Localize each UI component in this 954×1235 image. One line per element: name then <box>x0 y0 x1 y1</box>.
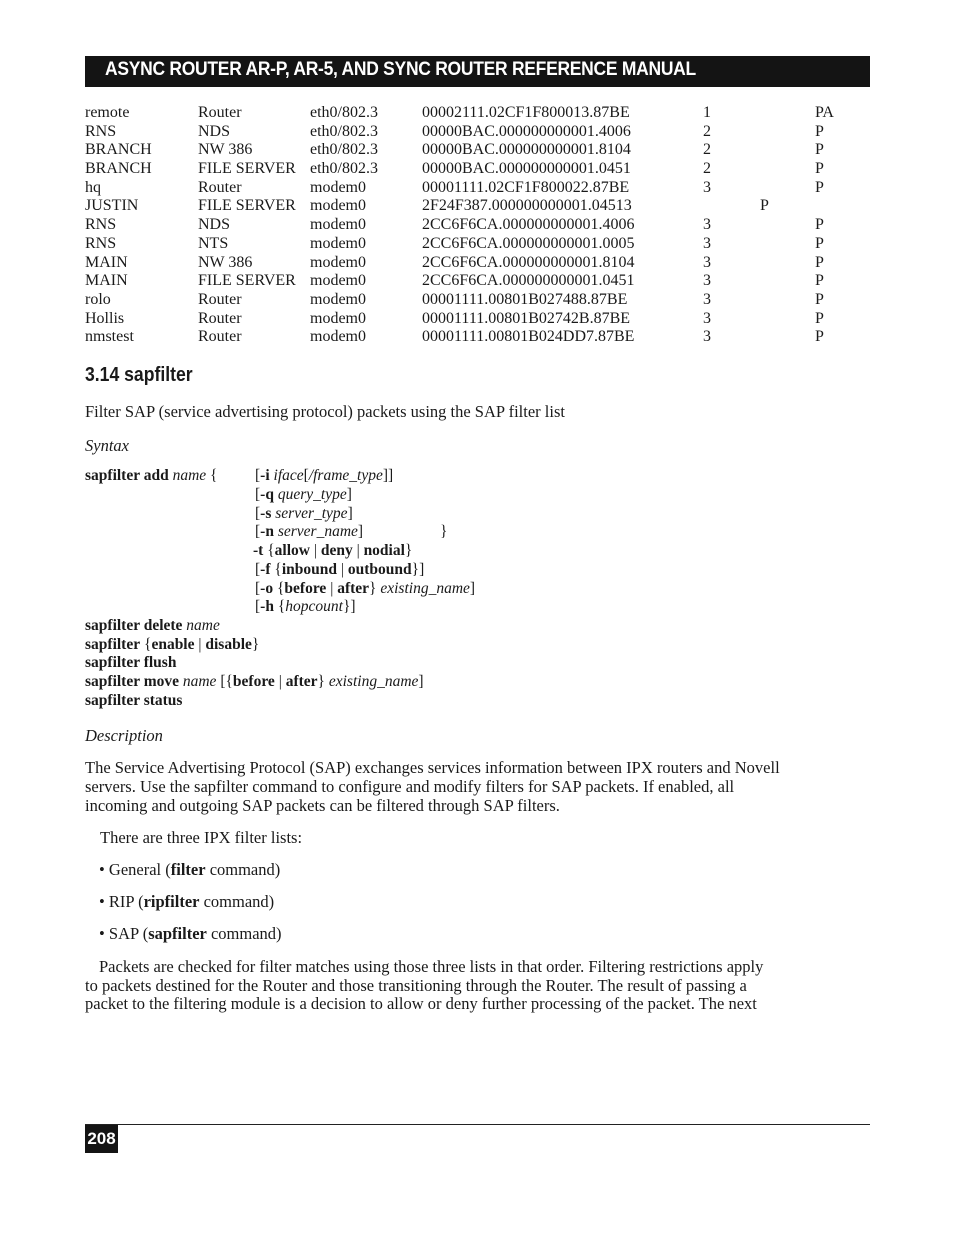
table-cell: NW 386 <box>198 141 253 159</box>
table-cell: P <box>815 290 824 308</box>
table-cell: FILE SERVER <box>198 197 296 215</box>
table-cell: P <box>815 141 824 159</box>
table-cell: remote <box>85 104 130 121</box>
table-cell: 2 <box>703 122 711 140</box>
table-cell: NW 386 <box>198 253 253 271</box>
syntax-opt-s: [-s server_type] <box>255 505 353 522</box>
syntax-opt-q: [-q query_type] <box>255 486 352 503</box>
table-cell: FILE SERVER <box>198 272 296 290</box>
bullet-item: • RIP (ripfilter command) <box>99 892 275 911</box>
lists-intro: There are three IPX filter lists: <box>100 828 303 847</box>
syntax-opt-i: [-i iface[/frame_type]] <box>255 467 394 484</box>
header-bar <box>85 56 870 87</box>
table-cell: 3 <box>703 216 711 234</box>
table-cell: 00000BAC.000000000001.0451 <box>422 160 631 178</box>
bullet-item: • SAP (sapfilter command) <box>99 924 282 943</box>
table-cell: P <box>760 197 769 215</box>
closing-line: packet to the filtering module is a decision to allow or deny further processing of the packet. The next <box>85 994 757 1013</box>
table-cell: Hollis <box>85 309 125 327</box>
table-cell: eth0/802.3 <box>310 104 378 121</box>
table-cell: modem0 <box>310 234 366 252</box>
syntax-heading: Syntax <box>85 436 129 455</box>
table-cell: eth0/802.3 <box>310 122 378 140</box>
closing-line: to packets destined for the Router and those transitioning through the Router. The result of passing a <box>85 976 747 995</box>
table-cell: RNS <box>85 122 117 140</box>
table-cell: P <box>815 122 824 140</box>
table-cell: 00001111.00801B027488.87BE <box>422 290 628 308</box>
table-cell: modem0 <box>310 178 366 196</box>
intro-text: Filter SAP (service advertising protocol) packets using the SAP filter list <box>85 402 565 421</box>
syntax-close-brace: } <box>440 523 448 540</box>
table-cell: P <box>815 253 824 271</box>
page-number: 208 <box>85 1125 118 1153</box>
table-cell: P <box>815 216 824 234</box>
table-cell: modem0 <box>310 216 366 234</box>
syntax-flush: sapfilter flush <box>85 654 177 671</box>
table-cell: 00000BAC.000000000001.4006 <box>422 122 631 140</box>
table-cell: nmstest <box>85 328 134 346</box>
table-cell: JUSTIN <box>85 197 139 215</box>
syntax-add-line: sapfilter add name { <box>85 467 218 484</box>
table-cell: 3 <box>703 178 711 196</box>
syntax-delete: sapfilter delete name <box>85 617 220 634</box>
table-cell: 2F24F387.000000000001.04513 <box>422 197 632 215</box>
table-cell: Router <box>198 178 242 196</box>
table-cell: 2 <box>703 160 711 178</box>
table-cell: 00002111.02CF1F800013.87BE <box>422 104 630 121</box>
syntax-opt-f: [-f {inbound | outbound}] <box>255 561 425 578</box>
table-cell: eth0/802.3 <box>310 141 378 159</box>
bullet-item: • General (filter command) <box>99 860 281 879</box>
table-cell: modem0 <box>310 197 366 215</box>
table-cell: NTS <box>198 234 229 252</box>
table-cell: BRANCH <box>85 160 152 178</box>
table-cell: 00001111.02CF1F800022.87BE <box>422 178 630 196</box>
table-cell: P <box>815 160 824 178</box>
syntax-status: sapfilter status <box>85 692 183 709</box>
table-cell: Router <box>198 104 242 121</box>
syntax-opt-o: [-o {before | after} existing_name] <box>255 580 476 597</box>
table-cell: 2CC6F6CA.000000000001.0005 <box>422 234 635 252</box>
table-cell: hq <box>85 178 101 196</box>
table-cell: FILE SERVER <box>198 160 296 178</box>
footer-rule <box>85 1124 870 1125</box>
table-cell: 2CC6F6CA.000000000001.8104 <box>422 253 635 271</box>
table-cell: rolo <box>85 290 111 308</box>
table-cell: NDS <box>198 122 231 140</box>
table-cell: P <box>815 234 824 252</box>
table-cell: modem0 <box>310 253 366 271</box>
table-cell: modem0 <box>310 309 366 327</box>
description-line: The Service Advertising Protocol (SAP) exchanges services information between IPX routers and Novell <box>85 758 780 777</box>
syntax-move: sapfilter move name [{before | after} existing_name] <box>85 673 424 690</box>
table-cell: 3 <box>703 309 711 327</box>
table-cell: 3 <box>703 328 711 346</box>
table-cell: 3 <box>703 253 711 271</box>
table-cell: NDS <box>198 216 231 234</box>
table-cell: 1 <box>703 104 711 121</box>
table-cell: 3 <box>703 290 711 308</box>
table-cell: 3 <box>703 234 711 252</box>
table-cell: 2 <box>703 141 711 159</box>
description-line: servers. Use the sapfilter command to configure and modify filters for SAP packets. If enabled, all <box>85 777 735 796</box>
table-cell: Router <box>198 328 242 346</box>
table-cell: 2CC6F6CA.000000000001.0451 <box>422 272 635 290</box>
table-cell: 3 <box>703 272 711 290</box>
table-cell: P <box>815 178 824 196</box>
table-cell: P <box>815 272 824 290</box>
table-cell: MAIN <box>85 272 128 290</box>
table-cell: Router <box>198 309 242 327</box>
description-line: incoming and outgoing SAP packets can be filtered through SAP filters. <box>85 796 560 815</box>
table-cell: BRANCH <box>85 141 152 159</box>
table-cell: modem0 <box>310 328 366 346</box>
description-heading: Description <box>85 726 163 745</box>
table-cell: RNS <box>85 234 117 252</box>
manual-title: ASYNC ROUTER AR-P, AR-5, AND SYNC ROUTER REFERENCE MANUAL <box>105 59 696 80</box>
table-cell: MAIN <box>85 253 128 271</box>
syntax-enable: sapfilter {enable | disable} <box>85 636 260 653</box>
table-cell: PA <box>815 104 834 121</box>
syntax-opt-t: -t {allow | deny | nodial} <box>253 542 413 559</box>
table-cell: 00001111.00801B024DD7.87BE <box>422 328 635 346</box>
table-cell: modem0 <box>310 290 366 308</box>
syntax-opt-h: [-h {hopcount}] <box>255 598 356 615</box>
table-cell: P <box>815 328 824 346</box>
table-cell: 00001111.00801B02742B.87BE <box>422 309 631 327</box>
table-cell: eth0/802.3 <box>310 160 378 178</box>
table-cell: P <box>815 309 824 327</box>
table-cell: 00000BAC.000000000001.8104 <box>422 141 631 159</box>
table-cell: modem0 <box>310 272 366 290</box>
table-cell: 2CC6F6CA.000000000001.4006 <box>422 216 635 234</box>
section-title: 3.14 sapfilter <box>85 364 193 386</box>
table-cell: RNS <box>85 216 117 234</box>
table-cell: Router <box>198 290 242 308</box>
closing-line: Packets are checked for filter matches using those three lists in that order. Filtering restrictions apply <box>99 957 764 976</box>
syntax-opt-n: [-n server_name] <box>255 523 364 540</box>
